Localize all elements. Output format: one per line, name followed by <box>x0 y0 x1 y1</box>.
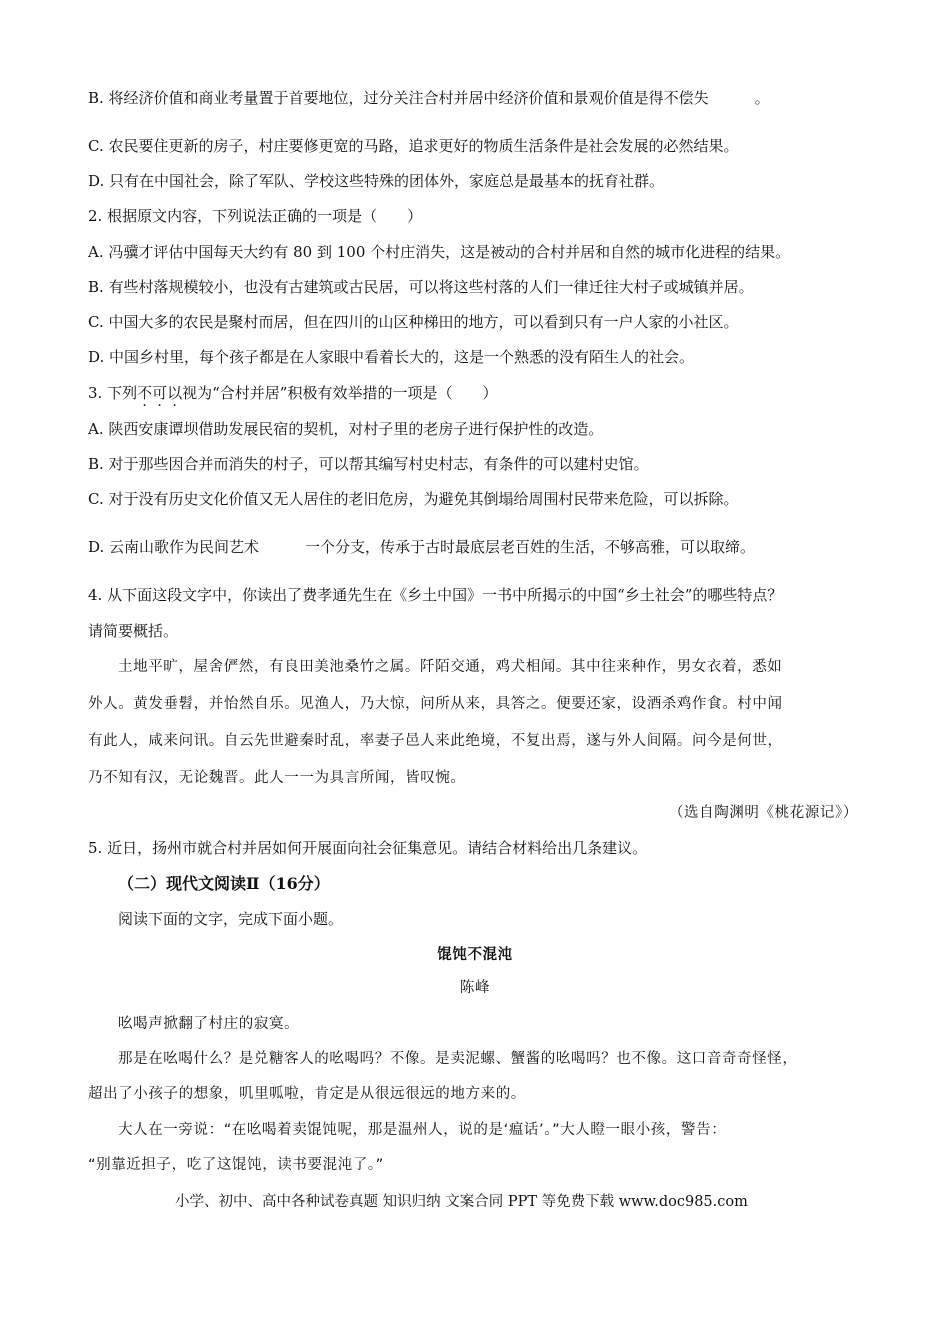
q1-option-b <box>88 88 770 108</box>
q3-emphasis-2: 可 <box>152 384 168 402</box>
q3-option-b: B. 对于那些因合并而消失的村子，可以帮其编写村史村志，有条件的可以建村史馆。 <box>88 455 649 473</box>
q1-option-b-text: B. 将经济价值和商业考量置于首要地位，过分关注合村并居中经济价值和景观价值是得不偿失 <box>88 89 709 107</box>
q5-stem: 5. 近日，扬州市就合村并居如何开展面向社会征集意见。请结合材料给出几条建议。 <box>88 839 648 857</box>
q4-passage-line2: 外人。黄发垂髫，并怡然自乐。见渔人，乃大惊，问所从来，具答之。便要还家，设酒杀鸡作食。村中闻 <box>88 696 783 712</box>
article-paragraph-3: 大人在一旁说：“在吆喝着卖馄饨呢，那是温州人，说的是‘瘟话’。”大人瞪一眼小孩，警告： <box>118 1122 727 1138</box>
q2-stem: 2. 根据原文内容，下列说法正确的一项是（ ） <box>88 207 423 225</box>
q3-emphasis-3: 以 <box>167 384 183 402</box>
q4-passage-line4: 乃不知有汉，无论魏晋。此人一一为具言所闻，皆叹惋。 <box>88 770 466 786</box>
q2-option-a: A. 冯骥才评估中国每天大约有 80 到 100 个村庄消失，这是被动的合村并居和自然的城市化进程的结果。 <box>88 243 791 261</box>
q4-source: （选自陶渊明《桃花源记》） <box>668 805 858 821</box>
q4-stem-line1: 4. 从下面这段文字中，你读出了费孝通先生在《乡土中国》一书中所揭示的中国“乡土社会”的哪些特点？ <box>88 586 783 604</box>
q3-option-d-part2: 一个分支，传承于古时最底层老百姓的生活，不够高雅，可以取缔。 <box>305 538 756 556</box>
q3-option-d-part1: D. 云南山歌作为民间艺术 <box>88 538 260 556</box>
q1-option-b-end: 。 <box>754 89 770 107</box>
q3-stem-pre: 3. 下列 <box>88 384 138 402</box>
q3-option-c: C. 对于没有历史文化价值又无人居住的老旧危房，为避免其倒塌给周围村民带来危险，可以拆除。 <box>88 490 739 508</box>
section-heading: （二）现代文阅读Ⅱ（16分） <box>118 874 330 893</box>
q3-option-a: A. 陕西安康谭坝借助发展民宿的契机，对村子里的老房子进行保护性的改造。 <box>88 420 604 438</box>
article-paragraph-2: 那是在吆喝什么？是兑糖客人的吆喝吗？不像。是卖泥螺、蟹酱的吆喝吗？也不像。这口音奇奇怪怪， <box>118 1051 798 1067</box>
q1-option-d: D. 只有在中国社会，除了军队、学校这些特殊的团体外，家庭总是最基本的抚育社群。 <box>88 172 665 190</box>
section-instruction: 阅读下面的文字，完成下面小题。 <box>118 910 344 928</box>
article-title: 馄饨不混沌 <box>437 947 513 963</box>
q4-stem-line2: 请简要概括。 <box>88 622 179 640</box>
q4-passage-line1: 土地平旷，屋舍俨然，有良田美池桑竹之属。阡陌交通，鸡犬相闻。其中往来种作，男女衣着，悉如 <box>118 659 783 675</box>
q2-option-d: D. 中国乡村里，每个孩子都是在人家眼中看着长大的，这是一个熟悉的没有陌生人的社会。 <box>88 348 695 366</box>
q2-option-c: C. 中国大多的农民是聚村而居，但在四川的山区种梯田的地方，可以看到只有一户人家的小社区。 <box>88 313 739 331</box>
article-paragraph-1: 吆喝声掀翻了村庄的寂寞。 <box>118 1016 300 1032</box>
q3-emphasis-1: 不 <box>137 384 153 402</box>
article-paragraph-3-cont: “别靠近担子，吃了这馄饨，读书要混沌了。” <box>88 1157 384 1173</box>
article-author: 陈峰 <box>459 980 491 996</box>
q3-stem <box>88 383 497 403</box>
q1-option-c: C. 农民要住更新的房子，村庄要修更宽的马路，追求更好的物质生活条件是社会发展的必然结果。 <box>88 137 739 155</box>
q2-option-b: B. 有些村落规模较小，也没有古建筑或古民居，可以将这些村落的人们一律迁往大村子或城镇并居。 <box>88 278 754 296</box>
page-footer: 小学、初中、高中各种试卷真题 知识归纳 文案合同 PPT 等免费下载 www.doc985.com <box>175 1194 748 1210</box>
q3-stem-post: 视为“合村并居”积极有效举措的一项是（ ） <box>182 384 498 402</box>
article-paragraph-2-cont: 超出了小孩子的想象，叽里呱啦，肯定是从很远很远的地方来的。 <box>88 1086 526 1102</box>
q3-option-d <box>88 537 755 557</box>
q4-passage-line3: 有此人，咸来问讯。自云先世避秦时乱，率妻子邑人来此绝境，不复出焉，遂与外人间隔。问今是何世， <box>88 733 783 749</box>
